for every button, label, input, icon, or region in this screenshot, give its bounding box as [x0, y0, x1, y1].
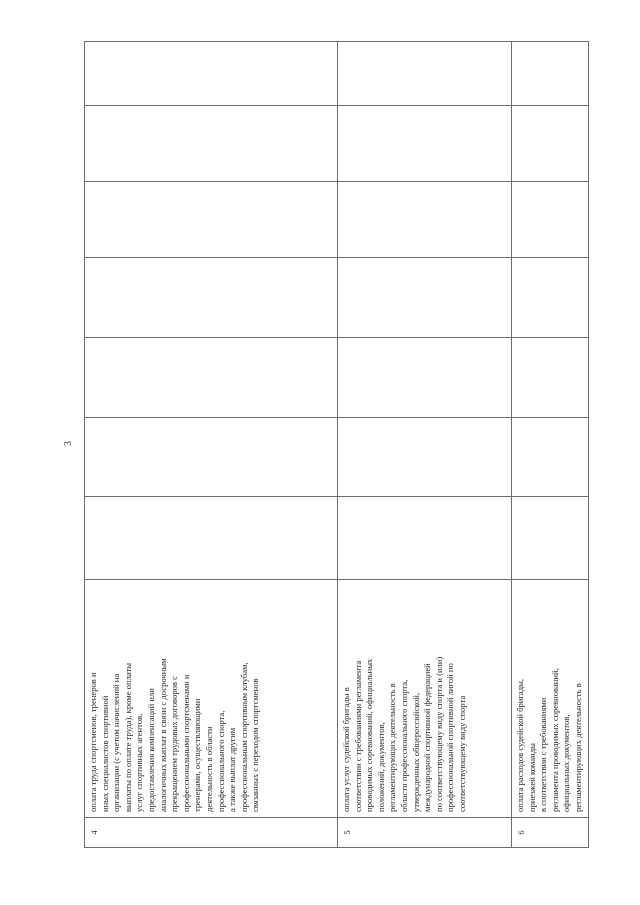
rotated-table-wrapper — [84, 42, 583, 848]
empty-cell — [85, 106, 338, 182]
row-number-cell: 6 — [512, 818, 589, 848]
empty-cell — [85, 338, 338, 418]
empty-cell — [512, 258, 589, 338]
empty-cell — [338, 182, 512, 258]
empty-cell — [85, 497, 338, 580]
empty-cell — [338, 418, 512, 497]
row-description: оплата труда спортсменов, тренеров и иных специалистов спортивной организации (с учетом начислений на выплаты по оплате труда), кроме оплаты услуг спортивных агентов, предоставления компенсаций или аналогичных выплат в связи с досрочным прекращением трудовых договоров с профессиональными спортсменами и тренерами, осуществляющими деятельность в области профессионального спорта, а также выплат другим профессиональным спортивным клубам, связанных с переходом спортсменов — [88, 658, 261, 812]
row-number-cell: 5 — [338, 818, 512, 848]
row-description-cell — [338, 580, 512, 818]
empty-cell — [338, 497, 512, 580]
empty-cell — [338, 338, 512, 418]
empty-cell — [85, 182, 338, 258]
empty-cell — [512, 338, 589, 418]
empty-cell — [512, 418, 589, 497]
empty-cell — [338, 42, 512, 106]
empty-cell — [85, 258, 338, 338]
table-row — [512, 42, 589, 848]
row-description-cell — [512, 580, 589, 818]
empty-cell — [85, 42, 338, 106]
row-description-cell — [85, 580, 338, 818]
page-number: 3 — [63, 441, 74, 446]
empty-cell — [512, 106, 589, 182]
table-row — [85, 42, 338, 848]
empty-cell — [85, 418, 338, 497]
empty-cell — [338, 106, 512, 182]
empty-cell — [338, 258, 512, 338]
empty-cell — [512, 182, 589, 258]
row-number-cell: 4 — [85, 818, 338, 848]
table-row — [338, 42, 512, 848]
row-description: оплата расходов судейской бригады, приезжей команды в соответствии с требованиями регламента проводимых соревнований, официальных документов, регламентирующих деятельность в — [515, 668, 583, 812]
empty-cell — [512, 42, 589, 106]
expense-table — [84, 41, 589, 848]
row-description: оплата услуг судейской бригады в соответствии с требованиями регламента проводимых соревнований, официальных положений, документов, регламентирующих деятельность в области профессионального спорта, утвержденных общероссийской, международной спортивной федерацией по соответствующему виду спорта и (или) профессиональной спортивной лигой по соответствующему виду спорта — [341, 656, 467, 812]
empty-cell — [512, 497, 589, 580]
